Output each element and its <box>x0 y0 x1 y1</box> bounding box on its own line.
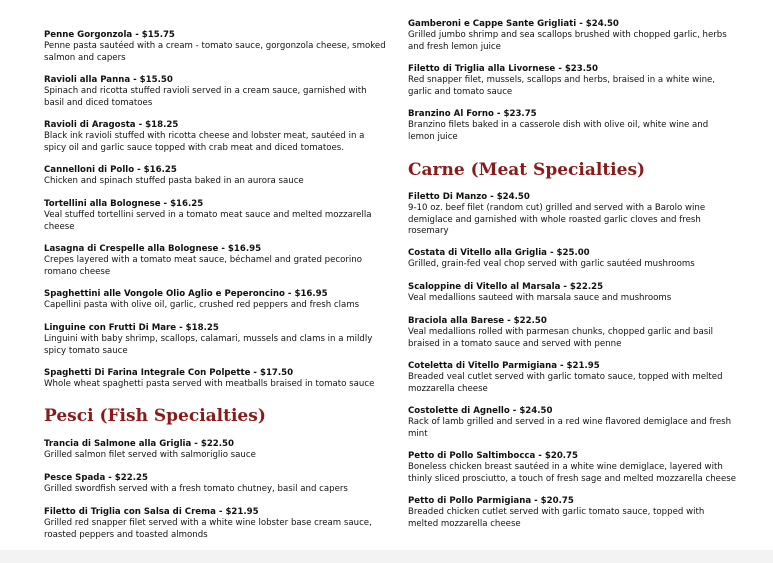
item-description: Black ink ravioli stuffed with ricotta cheese and lobster meat, sautéed in a spicy oil and garlic sauce topped with crab meat and diced tomatoes. <box>44 131 365 153</box>
item-title: Tortellini alla Bolognese - $16.25 <box>44 199 204 209</box>
menu-item <box>408 406 738 440</box>
item-description: Grilled swordfish served with a fresh tomato chutney, basil and capers <box>44 484 348 495</box>
item-title: Scaloppine di Vitello al Marsala - $22.25 <box>408 282 604 292</box>
item-title: Penne Gorgonzola - $15.75 <box>44 30 175 40</box>
fish-section-title: Pesci (Fish Specialties) <box>44 406 266 426</box>
page-bottom-band <box>0 550 773 563</box>
item-description: Grilled jumbo shrimp and sea scallops brushed with chopped garlic, herbs and fresh lemon juice <box>408 30 727 52</box>
item-description: Penne pasta sautéed with a cream - tomato sauce, gorgonzola cheese, smoked salmon and capers <box>44 41 386 63</box>
item-description: Red snapper filet, mussels, scallops and herbs, braised in a white wine, garlic and tomato sauce <box>408 75 716 97</box>
item-description: Grilled salmon filet served with salmoriglio sauce <box>44 450 256 461</box>
item-description: Branzino filets baked in a casserole dish with olive oil, white wine and lemon juice <box>408 120 709 142</box>
item-title: Ravioli alla Panna - $15.50 <box>44 75 173 85</box>
menu-item <box>44 289 389 312</box>
item-description: Grilled, grain-fed veal chop served with garlic sautéed mushrooms <box>408 259 695 270</box>
menu-item <box>44 368 389 391</box>
item-title: Filetto di Triglia alla Livornese - $23.50 <box>408 64 598 74</box>
item-title: Spaghettini alle Vongole Olio Aglio e Peperoncino - $16.95 <box>44 289 328 299</box>
item-title: Filetto Di Manzo - $24.50 <box>408 192 530 202</box>
item-description: Breaded chicken cutlet served with garlic tomato sauce, topped with melted mozzarella cheese <box>408 507 705 529</box>
item-title: Lasagna di Crespelle alla Bolognese - $16.95 <box>44 244 262 254</box>
menu-item <box>44 323 379 357</box>
menu-item <box>408 451 738 485</box>
menu-item <box>408 496 728 530</box>
item-title: Branzino Al Forno - $23.75 <box>408 109 537 119</box>
item-title: Braciola alla Barese - $22.50 <box>408 316 547 326</box>
menu-item <box>408 316 728 350</box>
menu-item <box>44 75 374 109</box>
item-title: Costolette di Agnello - $24.50 <box>408 406 553 416</box>
menu-item <box>44 199 389 233</box>
item-description: Spinach and ricotta stuffed ravioli served in a cream sauce, garnished with basil and diced tomatoes <box>44 86 367 108</box>
item-title: Linguine con Frutti Di Mare - $18.25 <box>44 323 219 333</box>
menu-item <box>408 19 738 53</box>
item-title: Petto di Pollo Saltimbocca - $20.75 <box>408 451 579 461</box>
item-description: Breaded veal cutlet served with garlic tomato sauce, topped with melted mozzarella cheese <box>408 372 723 394</box>
menu-item <box>44 473 389 496</box>
menu-item <box>408 361 738 395</box>
menu-item <box>408 282 738 305</box>
menu-item <box>44 120 379 154</box>
item-description: Linguini with baby shrimp, scallops, calamari, mussels and clams in a mildly spicy tomato sauce <box>44 334 373 356</box>
item-description: Capellini pasta with olive oil, garlic, crushed red peppers and fresh clams <box>44 300 360 311</box>
menu-item <box>408 109 718 143</box>
meat-section-title: Carne (Meat Specialties) <box>408 160 646 180</box>
item-title: Spaghetti Di Farina Integrale Con Polpette - $17.50 <box>44 368 294 378</box>
item-title: Cannelloni di Pollo - $16.25 <box>44 165 177 175</box>
item-title: Petto di Pollo Parmigiana - $20.75 <box>408 496 574 506</box>
item-description: Veal medallions rolled with parmesan chunks, chopped garlic and basil braised in a tomato sauce and served with penne <box>408 327 713 349</box>
item-title: Costata di Vitello alla Griglia - $25.00 <box>408 248 590 258</box>
item-description: 9-10 oz. beef filet (random cut) grilled and served with a Barolo wine demiglace and garnished with whole roasted garlic cloves and fresh rosemary <box>408 203 706 237</box>
item-title: Gamberoni e Cappe Sante Grigliati - $24.50 <box>408 19 619 29</box>
item-title: Pesce Spada - $22.25 <box>44 473 148 483</box>
item-description: Rack of lamb grilled and served in a red wine flavored demiglace and fresh mint <box>408 417 732 439</box>
menu-item <box>408 192 718 238</box>
item-description: Boneless chicken breast sautéed in a white wine demiglace, layered with thinly sliced prosciutto, a touch of fresh sage and melted mozzarella cheese <box>408 462 737 484</box>
menu-item <box>44 30 389 64</box>
menu-item <box>44 439 389 462</box>
item-title: Ravioli di Aragosta - $18.25 <box>44 120 179 130</box>
menu-item <box>408 64 728 98</box>
menu-item <box>44 165 389 188</box>
menu-item <box>44 507 374 541</box>
item-description: Veal medallions sauteed with marsala sauce and mushrooms <box>408 293 672 304</box>
item-title: Coteletta di Vitello Parmigiana - $21.95 <box>408 361 600 371</box>
item-description: Crepes layered with a tomato meat sauce, béchamel and grated pecorino romano cheese <box>44 255 363 277</box>
item-title: Filetto di Triglia con Salsa di Crema - $21.95 <box>44 507 259 517</box>
item-title: Trancia di Salmone alla Griglia - $22.50 <box>44 439 234 449</box>
menu-item <box>408 248 738 271</box>
item-description: Grilled red snapper filet served with a white wine lobster base cream sauce, roasted peppers and toasted almonds <box>44 518 372 540</box>
item-description: Chicken and spinach stuffed pasta baked in an aurora sauce <box>44 176 304 187</box>
menu-item <box>44 244 374 278</box>
item-description: Whole wheat spaghetti pasta served with meatballs braised in tomato sauce <box>44 379 375 390</box>
item-description: Veal stuffed tortellini served in a tomato meat sauce and melted mozzarella cheese <box>44 210 372 232</box>
